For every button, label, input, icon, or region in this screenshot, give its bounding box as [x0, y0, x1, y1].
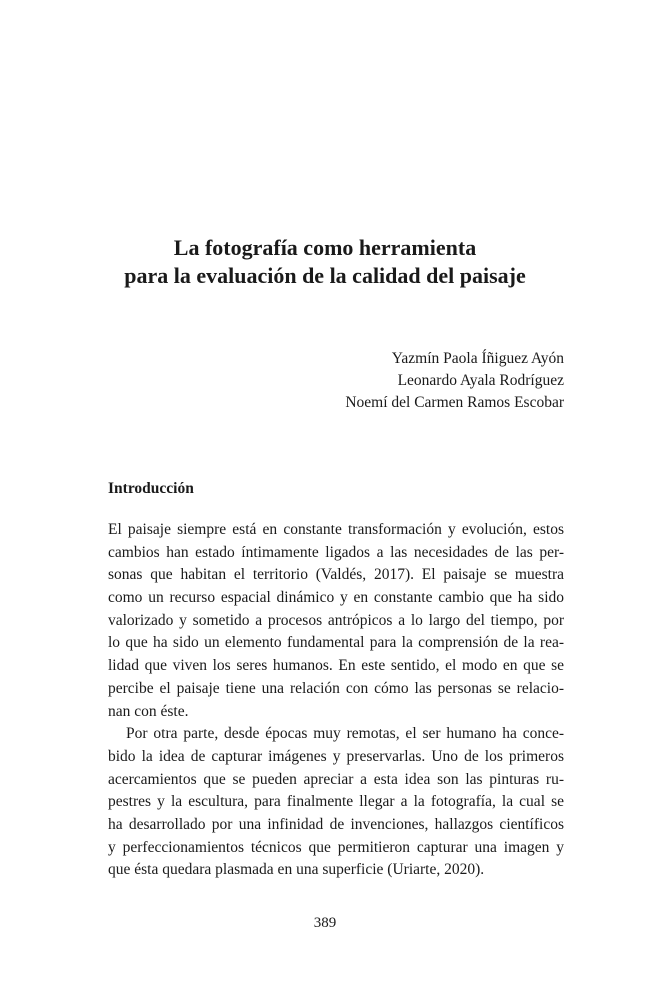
text-line: y perfeccionamientos técnicos que permitieron capturar una imagen y [108, 838, 564, 856]
text-line: sonas que habitan el territorio (Valdés, 2017). El paisaje se muestra [108, 566, 564, 584]
body-text [108, 519, 564, 882]
text-line: lidad que viven los seres humanos. En este sentido, el modo en que se [108, 657, 564, 675]
text-line: cambios han estado íntimamente ligados a las necesidades de las per- [108, 543, 564, 561]
text-line: pestres y la escultura, para finalmente llegar a la fotografía, la cual se [108, 793, 564, 811]
chapter-title [0, 234, 650, 290]
author-name: Yazmín Paola Íñiguez Ayón [391, 350, 564, 367]
text-line: El paisaje siempre está en constante transformación y evolución, estos [108, 521, 564, 538]
text-line: como un recurso espacial dinámico y en constante cambio que ha sido [108, 589, 564, 607]
text-line: Por otra parte, desde épocas muy remotas, el ser humano ha conce- [126, 725, 564, 743]
author-name: Noemí del Carmen Ramos Escobar [345, 394, 564, 411]
text-line: nan con éste. [108, 702, 189, 720]
text-line: acercamientos que se pueden apreciar a esta idea son las pinturas ru- [108, 770, 564, 788]
chapter-title-line: La fotografía como herramienta [173, 235, 477, 260]
text-line: bido la idea de capturar imágenes y preservarlas. Uno de los primeros [108, 747, 564, 765]
chapter-title-line: para la evaluación de la calidad del paisaje [124, 263, 526, 288]
paragraph-2 [108, 723, 564, 882]
author-list [345, 348, 564, 414]
paragraph-1 [108, 519, 564, 723]
text-line: que ésta quedara plasmada en una superficie (Uriarte, 2020). [108, 861, 485, 879]
page-number: 389 [313, 915, 337, 931]
section-heading: Introducción [108, 480, 194, 497]
text-line: percibe el paisaje tiene una relación con cómo las personas se relacio- [108, 679, 564, 697]
author-name: Leonardo Ayala Rodríguez [397, 372, 564, 389]
text-line: lo que ha sido un elemento fundamental para la comprensión de la rea- [108, 634, 564, 652]
text-line: valorizado y sometido a procesos antrópicos a lo largo del tiempo, por [108, 611, 564, 629]
text-line: ha desarrollado por una infinidad de invenciones, hallazgos científicos [108, 815, 564, 833]
